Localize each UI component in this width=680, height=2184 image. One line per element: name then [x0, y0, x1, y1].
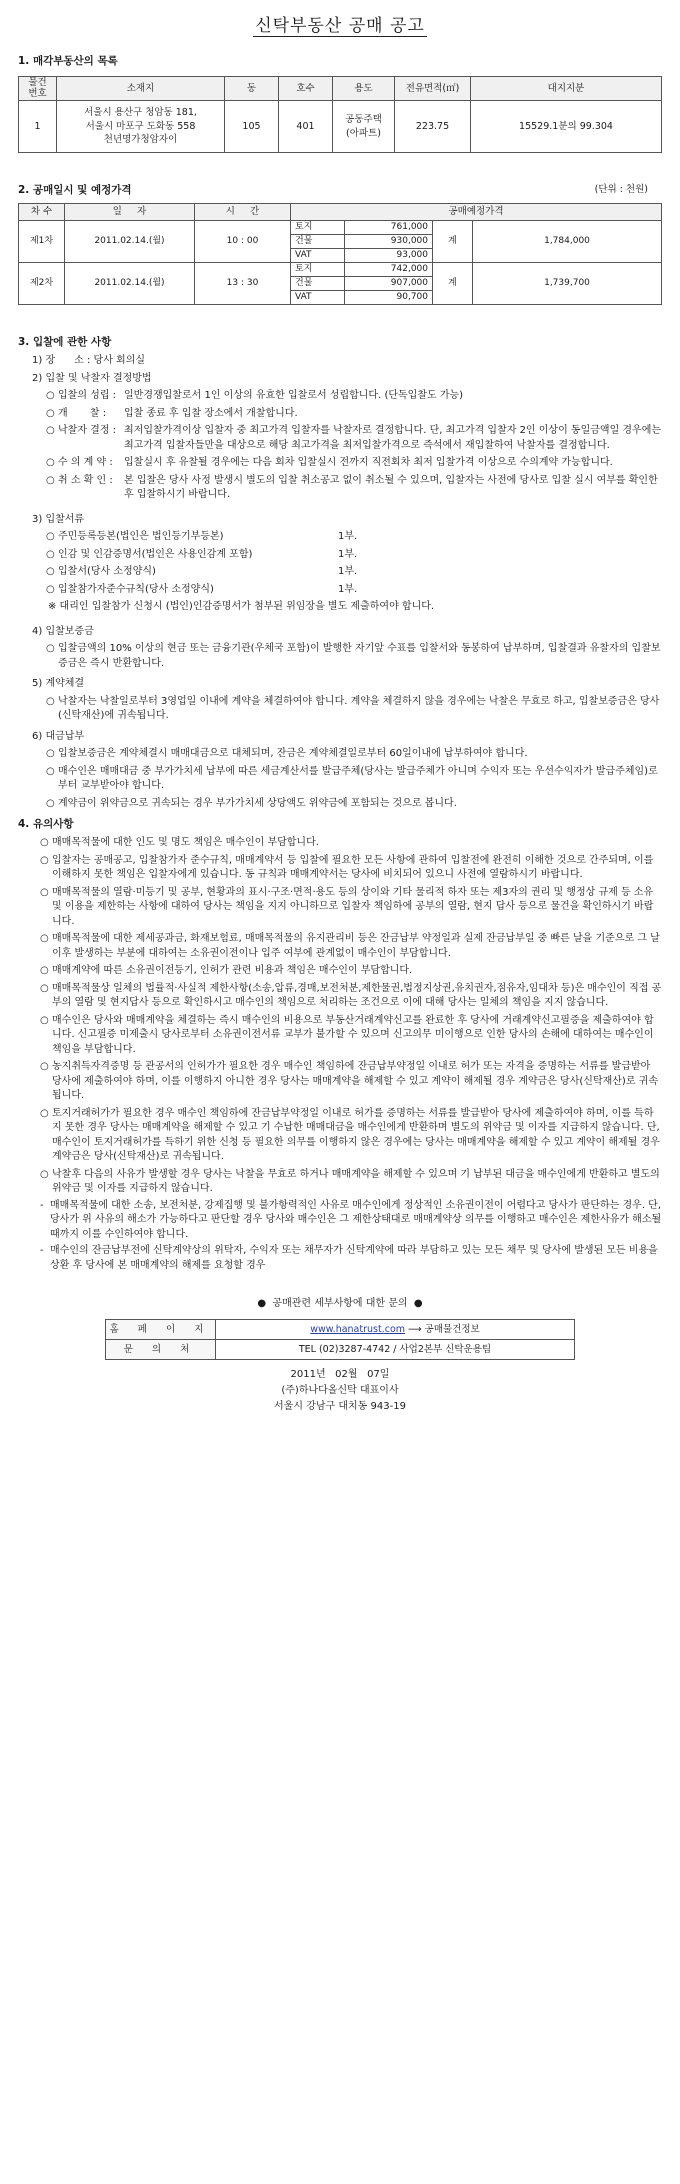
circle-bullet-icon: ○ [46, 457, 55, 469]
circle-bullet-icon: ○ [40, 933, 49, 945]
notice-date: 2011년 02월 07일 [290, 1369, 390, 1381]
header-cell: 소재지 [57, 77, 225, 101]
circle-bullet-icon: ○ [46, 695, 55, 707]
documents-list [18, 530, 662, 615]
list-item: ○ 취 소 확 인 : 본 입찰은 당사 사정 발생시 별도의 입찰 취소공고 없이 취소될 수 있으며, 입찰자는 사전에 당사로 입찰 실시 여부를 확인한 후 입찰하시기 바랍니다. [46, 474, 662, 503]
list-item: ○ 입찰의 성립 : 일반경쟁입찰로서 1인 이상의 유효한 입찰로서 성립합니다. (단독입찰도 가능) [46, 389, 662, 404]
header-cell: 공매예정가격 [291, 204, 662, 221]
circle-bullet-icon: ○ [40, 1168, 49, 1180]
list-item: ○ 입찰금액의 10% 이상의 현금 또는 금융기관(우체국 포함)이 발행한 자기앞 수표를 입찰서와 동봉하여 납부하며, 입찰결과 유찰자의 입찰보증금은 즉시 반환합니다. [46, 642, 662, 671]
circle-bullet-icon: ○ [40, 1107, 49, 1119]
circle-bullet-icon: ○ [40, 1061, 49, 1073]
item-number: 1 [19, 101, 57, 153]
list-item: ○ 인감 및 인감증명서(법인은 사용인감계 포함) 1부. [46, 548, 662, 563]
item-ho: 401 [279, 101, 333, 153]
price-amount: 907,000 [345, 276, 433, 290]
list-item: ○ 농지취득자격증명 등 관공서의 인허가가 필요한 경우 매수인 책임하에 잔금납부약정일 이내로 허가 또는 자격을 증명하는 서류를 발급받아 당사에 제출하여야 하며, 이를 이행하지 아니한 경우 당사는 매매계약을 해제할 수 있고 계약이 해제될 경우 계약금은 당사(신탁재산)로 귀속됩니다. [40, 1060, 662, 1104]
circle-bullet-icon: ○ [46, 425, 55, 437]
dash-bullet-icon: - [40, 1245, 44, 1257]
section-1-heading: 1. 매각부동산의 목록 [18, 55, 118, 67]
time-cell: 10 : 00 [195, 220, 291, 262]
price-kind: 건물 [291, 276, 345, 290]
table-header-row [19, 77, 662, 101]
list-item: ○ 매매목적물상 일체의 법률적·사실적 제한사항(소송,압류,경매,보전처분,제한물권,법정지상권,유치권자,점유자,임대차 등)은 매수인이 직접 공부의 열람 및 현지답사 등으로 확인하시고 매수인의 책임으로 처리하는 조건으로 이에 대해 당사는 일체의 책임을 지지 않습니다. [40, 982, 662, 1011]
circle-bullet-icon: ○ [46, 566, 55, 578]
list-item: ○ 입찰서(당사 소정양식) 1부. [46, 565, 662, 580]
header-cell: 동 [225, 77, 279, 101]
sub-list-item: - 매매목적물에 대한 소송, 보전처분, 강제집행 및 불가항력적인 사유로 매수인에게 정상적인 소유권이전이 어렵다고 당사가 판단하는 경우. 단, 당사가 위 사유의 해소가 가능하다고 판단할 경우 당사와 매수인은 그 제한상태대로 매매계약상 의무를 이행하고 매수인은 제한사유가 해소될 때까지 이를 수인하여야 합니다. [40, 1199, 662, 1243]
price-kind: 토지 [291, 262, 345, 276]
method-heading: 2) 입찰 및 낙찰자 결정방법 [32, 372, 152, 384]
price-amount: 761,000 [345, 220, 433, 234]
price-amount: 742,000 [345, 262, 433, 276]
section-2-heading: 2. 공매일시 및 예정가격 [18, 184, 132, 196]
list-item: ○ 매매목적물의 열람·미등기 및 공부, 현황과의 표시·구조·면적·용도 등의 상이와 기타 물리적 하자 또는 제3자의 권리 및 행정상 규제 등 소유 및 이용을 제한하는 사항에 대하여 당사는 책임을 지지 아니하므로 입찰자 책임하에 공부의 열람, 현지 답사 등으로 물건을 확인하시기 바랍니다. [40, 886, 662, 930]
header-cell: 차 수 [19, 204, 65, 221]
auction-schedule-table [18, 203, 662, 305]
circle-bullet-icon: ○ [40, 965, 49, 977]
sub-list-item: - 매수인의 잔금납부전에 신탁계약상의 위탁자, 수익자 또는 채무자가 신탁계약에 따라 부담하고 있는 모든 채무 및 당사에 발생된 모든 비용을 상환 후 당사에 본 매매계약의 해제를 요청할 경우 [40, 1244, 662, 1273]
method-list [18, 389, 662, 503]
list-item: ○ 입찰자는 공매공고, 입찰참가자 준수규칙, 매매계약서 등 입찰에 필요한 모든 사항에 관하여 입찰전에 완전히 이해한 것으로 간주되며, 이를 이해하지 못한 책임은 입찰자에게 있습니다. 동 규칙과 매매계약서는 당사에 비치되어 있으니 사전에 열람하시기 바랍니다. [40, 854, 662, 883]
circle-bullet-icon: ○ [46, 765, 55, 777]
total-cell: 1,784,000 [473, 220, 662, 262]
price-kind: VAT [291, 248, 345, 262]
sum-label: 계 [433, 220, 473, 262]
circle-bullet-icon: ○ [40, 886, 49, 898]
circle-bullet-icon: ○ [46, 548, 55, 560]
list-item: ○ 수 의 계 약 : 입찰실시 후 유찰될 경우에는 다음 회차 입찰실시 전까지 직전회차 최저 입찰가격 이상으로 수의계약 가능합니다. [46, 456, 662, 471]
header-cell: 전유면적(㎡) [395, 77, 471, 101]
list-item: ○ 매매계약에 따른 소유권이전등기, 인허가 관련 비용과 책임은 매수인이 부담합니다. [40, 964, 662, 979]
circle-bullet-icon: ○ [46, 531, 55, 543]
header-cell: 물건 번호 [19, 77, 57, 101]
circle-bullet-icon: ○ [46, 748, 55, 760]
deposit-heading: 4) 입찰보증금 [32, 625, 94, 637]
notes-list [18, 836, 662, 1273]
table-row [19, 101, 662, 153]
price-amount: 930,000 [345, 234, 433, 248]
circle-bullet-icon: ○ [46, 474, 55, 486]
time-cell: 13 : 30 [195, 262, 291, 304]
payment-heading: 6) 대금납부 [32, 730, 85, 742]
section-4-heading: 4. 유의사항 [18, 818, 74, 831]
contact-label: 홈 페 이 지 [106, 1320, 216, 1340]
contact-label: 문 의 처 [106, 1340, 216, 1360]
list-item: ○ 낙찰자는 낙찰일로부터 3영업일 이내에 계약을 체결하여야 합니다. 계약을 체결하지 않을 경우에는 낙찰은 무효로 하고, 입찰보증금은 당사(신탁재산)에 귀속됩니다. [46, 695, 662, 724]
circle-bullet-icon: ○ [40, 837, 49, 849]
company-name: (주)하나다올신탁 대표이사 [281, 1385, 399, 1397]
date-cell: 2011.02.14.(월) [65, 220, 195, 262]
circle-bullet-icon: ○ [40, 982, 49, 994]
item-use: 공동주택 (아파트) [333, 101, 395, 153]
header-cell: 일 자 [65, 204, 195, 221]
price-amount: 93,000 [345, 248, 433, 262]
round-cell: 제1차 [19, 220, 65, 262]
list-item: ○ 낙찰후 다음의 사유가 발생할 경우 당사는 낙찰을 무효로 하거나 매매계약을 해제할 수 있으며 기 납부된 대금을 매수인에게 반환하고 별도의 위약금 및 이자를 지급하지 않습니다. [40, 1168, 662, 1197]
date-cell: 2011.02.14.(월) [65, 262, 195, 304]
list-item: ○ 개 찰 : 입찰 종료 후 입찰 장소에서 개찰합니다. [46, 407, 662, 422]
circle-bullet-icon: ○ [46, 583, 55, 595]
documents-heading: 3) 입찰서류 [32, 513, 85, 525]
company-address: 서울시 강남구 대치동 943-19 [274, 1401, 406, 1413]
table-header-row [19, 204, 662, 221]
homepage-link[interactable]: www.hanatrust.com [310, 1323, 406, 1335]
table-row [106, 1340, 575, 1360]
price-kind: 토지 [291, 220, 345, 234]
list-item: ○ 매매목적물에 대한 제세공과금, 화재보험료, 매매목적물의 유지관리비 등은 잔금납부 약정일과 실제 잔금납부일 중 빠른 날을 기준으로 그 날 이후 발생하는 부분에 대하여는 소유권이전이나 입주 여부에 관계없이 매수인이 부담합니다. [40, 932, 662, 961]
header-cell: 대지지분 [471, 77, 662, 101]
header-cell: 용도 [333, 77, 395, 101]
footer [18, 1368, 662, 1416]
payment-list [18, 747, 662, 811]
round-cell: 제2차 [19, 262, 65, 304]
list-item: ○ 매수인은 당사와 매매계약을 체결하는 즉시 매수인의 비용으로 부동산거래계약신고를 완료한 후 당사에 거래계약신고필증을 제출하여야 합니다. 신고필증 미제출시 당사로부터 소유권이전서류 교부가 불가할 수 있으며 신고의무 미이행으로 인한 당사의 손해에 대하여는 매수인이 책임을 부담합니다. [40, 1014, 662, 1058]
documents-note: ※ 대리인 입찰참가 신청시 (법인)인감증명서가 첨부된 위임장을 별도 제출하여야 합니다. [48, 601, 435, 613]
contact-value: www.hanatrust.com ⟶ 공매물건정보 [216, 1320, 575, 1340]
price-kind: VAT [291, 291, 345, 305]
header-cell: 시 간 [195, 204, 291, 221]
list-item: ○ 입찰보증금은 계약체결시 매매대금으로 대체되며, 잔금은 계약체결일로부터 60일이내에 납부하여야 합니다. [46, 747, 662, 762]
table-row [19, 262, 662, 276]
item-address: 서울시 용산구 청암동 181, 서울시 마포구 도화동 558 천년명가청암자이 [57, 101, 225, 153]
list-item: ○ 토지거래허가가 필요한 경우 매수인 책임하에 잔금납부약정일 이내로 허가를 증명하는 서류를 발급받아 당사에 제출하여야 하며, 이를 득하지 못한 경우 당사는 매매계약을 해제할 수 있고 기 수납한 매매대금을 매수인에게 반환하며 별도의 위약금 및 이자를 지급하지 않습니다. 단, 매수인이 토지거래허가를 득하기 위한 신청 등 필요한 의무를 이행하지 않은 경우에는 당사는 매매계약을 해제할 수 있고 계약이 해제될 경우 계약금은 당사(신탁재산)로 귀속됩니다. [40, 1107, 662, 1165]
list-item: ○ 낙찰자 결정 : 최저입찰가격이상 입찰자 중 최고가격 입찰자를 낙찰자로 결정합니다. 단, 최고가격 입찰자 2인 이상이 동일금액일 경우에는 최고가격 입찰자들만을 대상으로 해당 최고가격을 최저입찰가격으로 즉석에서 재입찰하여 낙찰자를 결정합니다. [46, 424, 662, 453]
circle-bullet-icon: ○ [40, 1014, 49, 1026]
circle-bullet-icon: ○ [46, 797, 55, 809]
total-cell: 1,739,700 [473, 262, 662, 304]
price-kind: 건물 [291, 234, 345, 248]
header-cell: 호수 [279, 77, 333, 101]
sum-label: 계 [433, 262, 473, 304]
property-list-table [18, 76, 662, 153]
contract-heading: 5) 계약체결 [32, 678, 85, 690]
circle-bullet-icon: ○ [46, 390, 55, 402]
circle-bullet-icon: ○ [46, 407, 55, 419]
page-title: 신탁부동산 공매 공고 [255, 16, 425, 36]
table-row [106, 1320, 575, 1340]
circle-bullet-icon: ○ [46, 643, 55, 655]
circle-bullet-icon: ○ [40, 854, 49, 866]
section-3-heading: 3. 입찰에 관한 사항 [18, 336, 112, 349]
list-item: ○ 주민등록등본(법인은 법인등기부등본) 1부. [46, 530, 662, 545]
list-item: ○ 계약금이 위약금으로 귀속되는 경우 부가가치세 상당액도 위약금에 포함되는 것으로 봅니다. [46, 797, 662, 812]
contact-heading: ● 공매관련 세부사항에 대한 문의 ● [257, 1298, 423, 1310]
unit-label: (단위 : 천원) [594, 184, 648, 195]
list-item: ○ 매매목적물에 대한 인도 및 명도 책임은 매수인이 부담합니다. [40, 836, 662, 851]
table-row [19, 220, 662, 234]
price-amount: 90,700 [345, 291, 433, 305]
item-dong: 105 [225, 101, 279, 153]
contact-table [105, 1319, 575, 1360]
contact-value: TEL (02)3287-4742 / 사업2본부 신탁운용팀 [216, 1340, 575, 1360]
list-item: ○ 입찰참가자준수규칙(당사 소정양식) 1부. [46, 583, 662, 598]
place-line: 1) 장 소 : 당사 회의실 [32, 355, 146, 367]
item-area: 223.75 [395, 101, 471, 153]
list-item: ○ 매수인은 매매대금 중 부가가치세 납부에 따른 세금계산서를 발급주체(당사는 발급주체가 아니며 수익자 또는 우선수익자가 발급주체임)로부터 교부받아야 합니다. [46, 765, 662, 794]
item-land-share: 15529.1분의 99.304 [471, 101, 662, 153]
dash-bullet-icon: - [40, 1199, 44, 1211]
